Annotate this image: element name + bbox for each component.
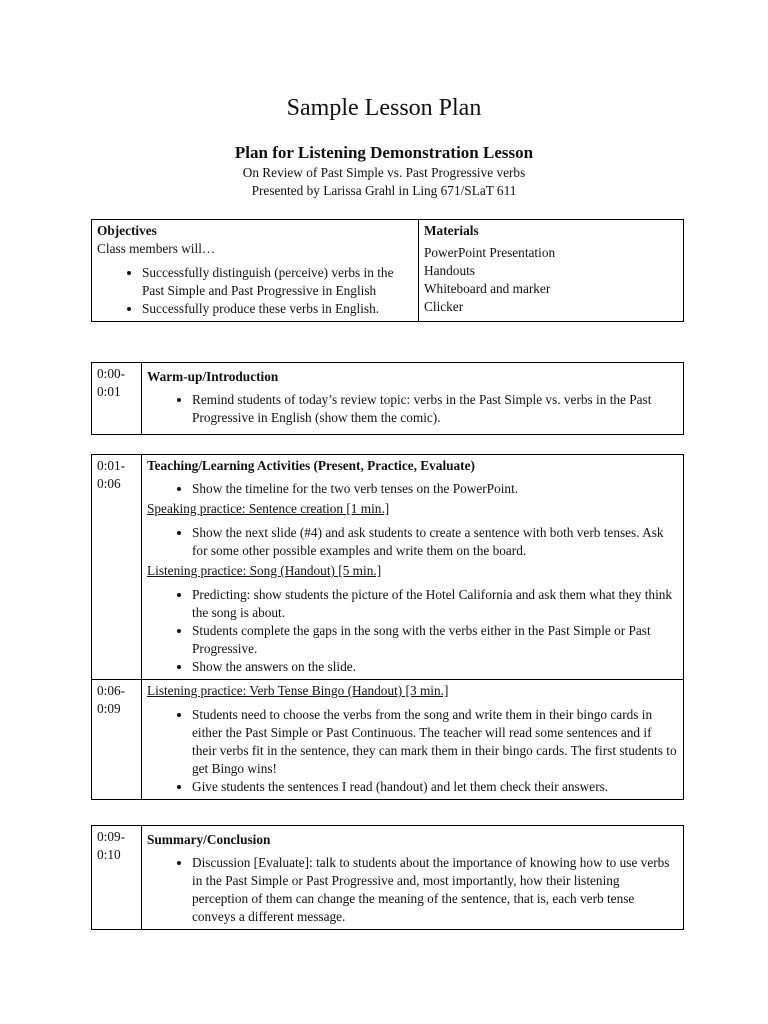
material-item: Whiteboard and marker (424, 281, 551, 296)
teaching-list-3 (147, 586, 678, 676)
teaching-item: • Show the next slide (#4) and ask students to create a sentence with both verb tenses. Ask for some other possible examples and write them on the board. (192, 524, 678, 560)
objectives-cell (92, 220, 419, 322)
summary-time-start: 0:09- (97, 829, 126, 844)
objective-item: • Successfully distinguish (perceive) verbs in the Past Simple and Past Progressive in English (142, 264, 413, 300)
objectives-list (97, 264, 413, 318)
bingo-time-end: 0:09 (97, 701, 121, 716)
summary-time-cell (92, 826, 142, 930)
activities-table (91, 454, 684, 800)
speaking-practice-label: Speaking practice: Sentence creation [1 min.] (147, 501, 390, 516)
summary-table (91, 825, 684, 930)
teaching-heading: Teaching/Learning Activities (Present, Practice, Evaluate) (147, 458, 475, 473)
listening-practice-label: Listening practice: Song (Handout) [5 min.] (147, 563, 382, 578)
teaching-list-2 (147, 524, 678, 560)
bingo-content-cell (142, 680, 684, 800)
subtitle-line-presenter: Presented by Larissa Grahl in Ling 671/SLaT 611 (251, 183, 517, 198)
objective-item: • Successfully produce these verbs in English. (142, 300, 413, 318)
page-subtitle: Plan for Listening Demonstration Lesson (234, 143, 534, 162)
teaching-list-1 (147, 480, 678, 498)
warmup-time-end: 0:01 (97, 384, 121, 399)
teaching-time-start: 0:01- (97, 458, 126, 473)
teaching-time-cell (92, 455, 142, 680)
materials-heading: Materials (424, 223, 479, 238)
teaching-item: • Students complete the gaps in the song with the verbs either in the Past Simple or Past Progressive. (192, 622, 678, 658)
material-item: PowerPoint Presentation (424, 245, 556, 260)
teaching-item: • Show the timeline for the two verb tenses on the PowerPoint. (192, 480, 678, 498)
material-item: Clicker (424, 299, 464, 314)
material-item: Handouts (424, 263, 475, 278)
subtitle-line-topic: On Review of Past Simple vs. Past Progressive verbs (242, 165, 526, 180)
bingo-time-start: 0:06- (97, 683, 126, 698)
teaching-content-cell (142, 455, 684, 680)
materials-list (424, 244, 678, 316)
warmup-item: • Remind students of today’s review topic: verbs in the Past Simple vs. verbs in the Past Progressive in English (show them the comic). (192, 391, 678, 427)
summary-content-cell (142, 826, 684, 930)
warmup-content-cell (142, 363, 684, 435)
bingo-time-cell (92, 680, 142, 800)
summary-time-end: 0:10 (97, 847, 121, 862)
summary-list (147, 854, 678, 926)
warmup-table (91, 362, 684, 435)
warmup-time-cell (92, 363, 142, 435)
materials-cell (419, 220, 684, 322)
bingo-practice-label: Listening practice: Verb Tense Bingo (Handout) [3 min.] (147, 683, 449, 698)
objectives-materials-table (91, 219, 684, 322)
bingo-item: • Students need to choose the verbs from the song and write them in their bingo cards in either the Past Simple or Past Continuous. The teacher will read some sentences and if their verbs fit in the sentence, they can mark them in their bingo cards. The first students to get Bingo wins! (192, 706, 678, 778)
objectives-intro: Class members will… (97, 241, 216, 256)
teaching-item: • Predicting: show students the picture of the Hotel California and ask them what they think the song is about. (192, 586, 678, 622)
warmup-time-start: 0:00- (97, 366, 126, 381)
summary-item: • Discussion [Evaluate]: talk to students about the importance of knowing how to use verbs in the Past Simple or Past Progressive and, most importantly, how their listening perception of them can change the meaning of the sentence, that is, each verb tense conveys a different message. (192, 854, 678, 926)
teaching-item: • Show the answers on the slide. (192, 658, 678, 676)
teaching-time-end: 0:06 (97, 476, 121, 491)
bingo-list (147, 706, 678, 796)
warmup-heading: Warm-up/Introduction (147, 369, 279, 384)
bingo-item: • Give students the sentences I read (handout) and let them check their answers. (192, 778, 678, 796)
summary-heading: Summary/Conclusion (147, 832, 271, 847)
warmup-list (147, 391, 678, 427)
page-title: Sample Lesson Plan (286, 95, 482, 121)
objectives-heading: Objectives (97, 223, 157, 238)
